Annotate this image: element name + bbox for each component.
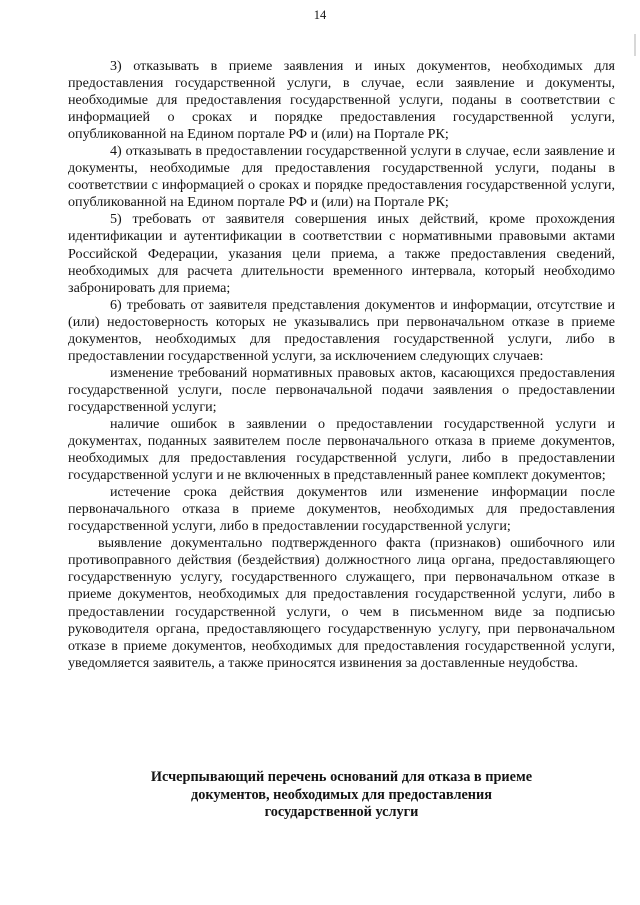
page-number: 14: [313, 8, 327, 22]
exception-item-unlawful-action: выявление документально подтвержденного факта (признаков) ошибочного или противоправного действия (бездействия) должностного лица органа, предоставляющего государственную услугу, государственного служащего, при первоначальном отказе в приеме документов, необходимых для предоставления государственной услуги, либо в предоставлении государственной услуги, о чем в письменном виде за подписью руководителя органа, предоставляющего государственную услугу, при первоначальном отказе в приеме документов, необходимых для предоставления государственной услуги, уведомляется заявитель, а также приносятся извинения за доставленные неудобства.: [68, 535, 615, 671]
section-heading-line-2: документов, необходимых для предоставления: [190, 786, 493, 803]
section-heading-line-1: Исчерпывающий перечень оснований для отказа в приеме: [150, 769, 533, 785]
paragraph-item-6: 6) требовать от заявителя представления документов и информации, отсутствие и (или) недостоверность которых не указывались при первоначальном отказе в приеме документов, необходимых для предоставления государственной услуги, либо в предоставлении государственной услуги, за исключением следующих случаев:: [68, 296, 615, 364]
paragraph-item-3: 3) отказывать в приеме заявления и иных документов, необходимых для предоставления государственной услуги, в случае, если заявление и документы, необходимые для предоставления государственной услуги, поданы в соответствии с информацией о сроках и порядке предоставления государственной услуги, опубликованной на Едином портале РФ и (или) на Портале РК;: [68, 58, 615, 143]
section-heading: [68, 769, 615, 822]
exception-item-requirements-change: изменение требований нормативных правовых актов, касающихся предоставления государственной услуги, после первоначальной подачи заявления о предоставлении государственной услуги;: [68, 364, 615, 415]
section-heading-line-3: государственной услуги: [264, 804, 419, 820]
exception-item-errors: наличие ошибок в заявлении о предоставлении государственной услуги и документах, поданных заявителем после первоначального отказа в приеме документов, необходимых для предоставления государственной услуги, либо в предоставлении государственной услуги и не включенных в представленный ранее комплект документов;: [68, 415, 615, 484]
scan-edge-mark: [634, 34, 636, 56]
paragraph-item-4: 4) отказывать в предоставлении государственной услуги в случае, если заявление и документы, необходимые для предоставления государственной услуги, поданы в соответствии с информацией о сроках и порядке предоставления государственной услуги, опубликованной на Едином портале РФ и (или) на Портале РК;: [68, 143, 615, 211]
document-body: [68, 58, 615, 672]
exception-item-expiry: истечение срока действия документов или изменение информации после первоначального отказа в приеме документов, необходимых для предоставления государственной услуги, либо в предоставлении государственной услуги;: [68, 484, 615, 535]
paragraph-item-5: 5) требовать от заявителя совершения иных действий, кроме прохождения идентификации и аутентификации в соответствии с нормативными правовыми актами Российской Федерации, указания цели приема, а также предоставления сведений, необходимых для расчета длительности временного интервала, который необходимо забронировать для приема;: [68, 211, 615, 296]
